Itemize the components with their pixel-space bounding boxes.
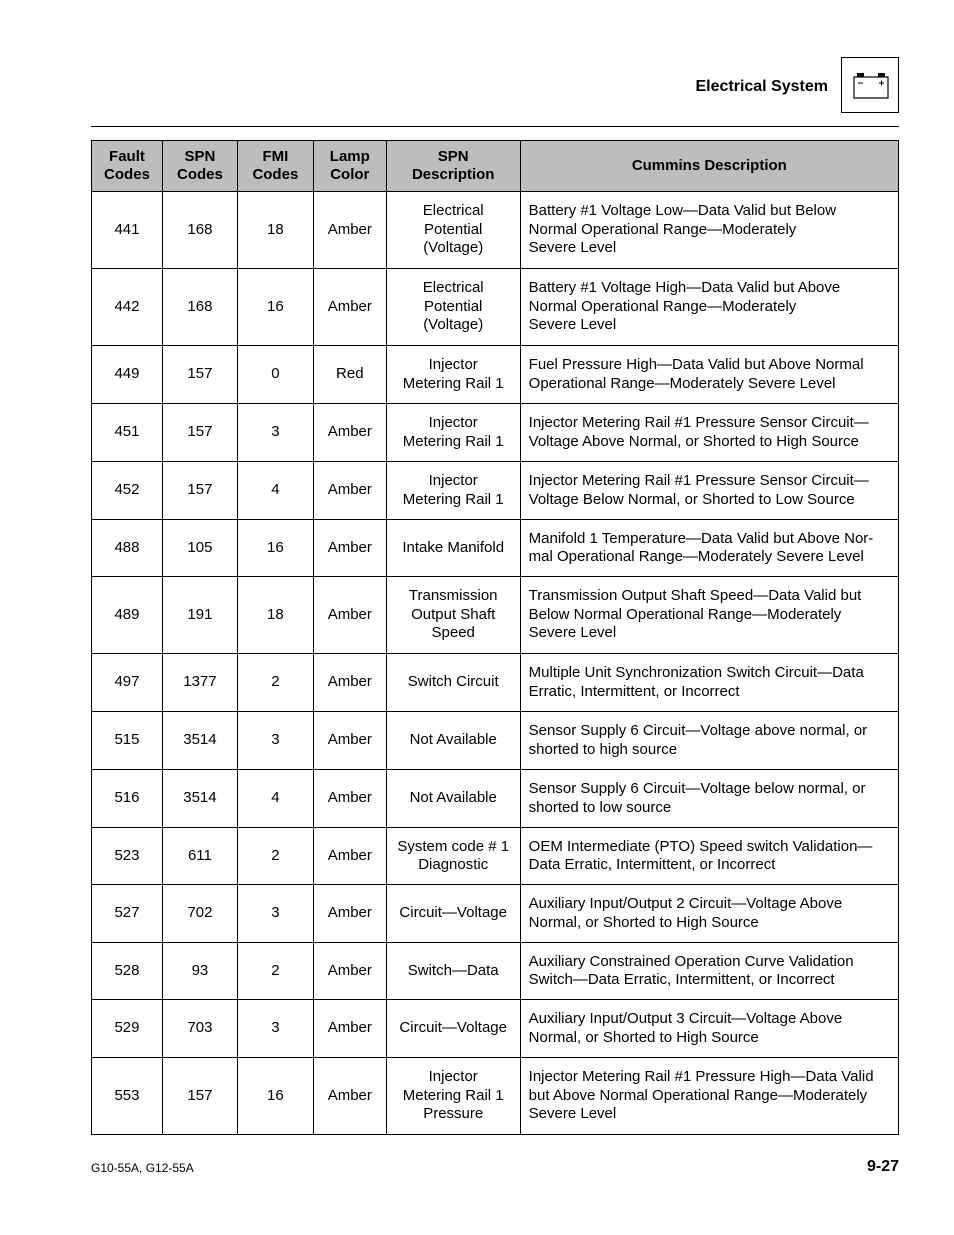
cummins-description-cell: Fuel Pressure High—Data Valid but Above Normal Operational Range—Moderately Severe Level [520, 346, 898, 404]
lamp-color-cell: Amber [313, 1058, 386, 1135]
fmi-code-cell: 2 [237, 943, 313, 1000]
fmi-code-cell: 3 [237, 1000, 313, 1058]
lamp-color-cell: Amber [313, 828, 386, 885]
table-row [92, 269, 899, 346]
spn-description-cell: Switch Circuit [386, 654, 520, 712]
lamp-color-cell: Amber [313, 943, 386, 1000]
lamp-color-cell: Amber [313, 462, 386, 520]
lamp-color-cell: Amber [313, 269, 386, 346]
column-header-fmi-codes: FMI Codes [237, 141, 313, 192]
fmi-code-cell: 16 [237, 520, 313, 577]
table-row [92, 712, 899, 770]
spn-code-cell: 105 [162, 520, 237, 577]
table-row [92, 520, 899, 577]
column-header-lamp-color: Lamp Color [313, 141, 386, 192]
spn-code-cell: 168 [162, 192, 237, 269]
fault-code-cell: 497 [92, 654, 163, 712]
fault-code-cell: 528 [92, 943, 163, 1000]
spn-code-cell: 3514 [162, 770, 237, 828]
cummins-description-cell: Injector Metering Rail #1 Pressure Sensor Circuit— Voltage Below Normal, or Shorted to Low Source [520, 462, 898, 520]
cummins-description-cell: Battery #1 Voltage High—Data Valid but Above Normal Operational Range—Moderately Severe Level [520, 269, 898, 346]
fmi-code-cell: 4 [237, 770, 313, 828]
spn-code-cell: 703 [162, 1000, 237, 1058]
spn-description-cell: Intake Manifold [386, 520, 520, 577]
table-row [92, 192, 899, 269]
spn-description-cell: System code # 1 Diagnostic [386, 828, 520, 885]
cummins-description-cell: Auxiliary Constrained Operation Curve Validation Switch—Data Erratic, Intermittent, or Incorrect [520, 943, 898, 1000]
spn-description-cell: Circuit—Voltage [386, 885, 520, 943]
page-number: 9-27 [866, 1158, 899, 1175]
spn-description-cell: Injector Metering Rail 1 Pressure [386, 1058, 520, 1135]
table-row [92, 346, 899, 404]
spn-description-cell: Electrical Potential (Voltage) [386, 269, 520, 346]
cummins-description-cell: Injector Metering Rail #1 Pressure Sensor Circuit— Voltage Above Normal, or Shorted to High Source [520, 404, 898, 462]
section-title: Electrical System [695, 78, 828, 95]
cummins-description-cell: Manifold 1 Temperature—Data Valid but Above Nor- mal Operational Range—Moderately Severe Level [520, 520, 898, 577]
table-row [92, 1000, 899, 1058]
fault-code-table [91, 140, 899, 1135]
spn-description-cell: Transmission Output Shaft Speed [386, 577, 520, 654]
lamp-color-cell: Amber [313, 577, 386, 654]
fmi-code-cell: 3 [237, 885, 313, 943]
fault-code-cell: 529 [92, 1000, 163, 1058]
fault-code-cell: 451 [92, 404, 163, 462]
lamp-color-cell: Amber [313, 192, 386, 269]
column-header-spn-codes: SPN Codes [162, 141, 237, 192]
spn-code-cell: 93 [162, 943, 237, 1000]
lamp-color-cell: Amber [313, 404, 386, 462]
spn-code-cell: 3514 [162, 712, 237, 770]
fmi-code-cell: 0 [237, 346, 313, 404]
table-row [92, 943, 899, 1000]
spn-description-cell: Not Available [386, 770, 520, 828]
spn-code-cell: 702 [162, 885, 237, 943]
table-row [92, 404, 899, 462]
fmi-code-cell: 2 [237, 828, 313, 885]
cummins-description-cell: Battery #1 Voltage Low—Data Valid but Below Normal Operational Range—Moderately Severe Level [520, 192, 898, 269]
table-row [92, 654, 899, 712]
fmi-code-cell: 3 [237, 712, 313, 770]
cummins-description-cell: Multiple Unit Synchronization Switch Circuit—Data Erratic, Intermittent, or Incorrect [520, 654, 898, 712]
header-divider [91, 126, 899, 127]
spn-description-cell: Injector Metering Rail 1 [386, 462, 520, 520]
spn-code-cell: 157 [162, 346, 237, 404]
fault-code-cell: 449 [92, 346, 163, 404]
table-row [92, 770, 899, 828]
fault-code-cell: 516 [92, 770, 163, 828]
column-header-spn-description: SPN Description [386, 141, 520, 192]
spn-description-cell: Not Available [386, 712, 520, 770]
fault-code-cell: 489 [92, 577, 163, 654]
spn-code-cell: 168 [162, 269, 237, 346]
column-header-cummins-description: Cummins Description [520, 141, 898, 192]
fault-code-cell: 441 [92, 192, 163, 269]
fault-code-cell: 553 [92, 1058, 163, 1135]
spn-code-cell: 157 [162, 462, 237, 520]
table-header-row [92, 141, 899, 192]
table-row [92, 828, 899, 885]
spn-code-cell: 611 [162, 828, 237, 885]
cummins-description-cell: Injector Metering Rail #1 Pressure High—Data Valid but Above Normal Operational Range—Moderately Severe Level [520, 1058, 898, 1135]
cummins-description-cell: Auxiliary Input/Output 3 Circuit—Voltage Above Normal, or Shorted to High Source [520, 1000, 898, 1058]
column-header-fault-codes: Fault Codes [92, 141, 163, 192]
cummins-description-cell: Transmission Output Shaft Speed—Data Valid but Below Normal Operational Range—Moderately Severe Level [520, 577, 898, 654]
cummins-description-cell: Sensor Supply 6 Circuit—Voltage below normal, or shorted to low source [520, 770, 898, 828]
lamp-color-cell: Amber [313, 885, 386, 943]
fmi-code-cell: 18 [237, 577, 313, 654]
fmi-code-cell: 3 [237, 404, 313, 462]
cummins-description-cell: OEM Intermediate (PTO) Speed switch Validation— Data Erratic, Intermittent, or Incorrect [520, 828, 898, 885]
table-row [92, 577, 899, 654]
spn-description-cell: Electrical Potential (Voltage) [386, 192, 520, 269]
table-row [92, 885, 899, 943]
fault-code-cell: 442 [92, 269, 163, 346]
fault-code-cell: 527 [92, 885, 163, 943]
spn-code-cell: 157 [162, 404, 237, 462]
cummins-description-cell: Auxiliary Input/Output 2 Circuit—Voltage Above Normal, or Shorted to High Source [520, 885, 898, 943]
fault-code-cell: 488 [92, 520, 163, 577]
spn-description-cell: Circuit—Voltage [386, 1000, 520, 1058]
spn-code-cell: 157 [162, 1058, 237, 1135]
lamp-color-cell: Amber [313, 770, 386, 828]
table-body [92, 192, 899, 1135]
lamp-color-cell: Red [313, 346, 386, 404]
fault-code-cell: 523 [92, 828, 163, 885]
fmi-code-cell: 16 [237, 269, 313, 346]
lamp-color-cell: Amber [313, 712, 386, 770]
spn-description-cell: Switch—Data [386, 943, 520, 1000]
fmi-code-cell: 4 [237, 462, 313, 520]
fmi-code-cell: 18 [237, 192, 313, 269]
cummins-description-cell: Sensor Supply 6 Circuit—Voltage above normal, or shorted to high source [520, 712, 898, 770]
lamp-color-cell: Amber [313, 1000, 386, 1058]
table-row [92, 462, 899, 520]
table-row [92, 1058, 899, 1135]
spn-description-cell: Injector Metering Rail 1 [386, 346, 520, 404]
fmi-code-cell: 2 [237, 654, 313, 712]
footer-models: G10-55A, G12-55A [91, 1161, 194, 1175]
fmi-code-cell: 16 [237, 1058, 313, 1135]
fault-code-cell: 452 [92, 462, 163, 520]
spn-description-cell: Injector Metering Rail 1 [386, 404, 520, 462]
fault-code-cell: 515 [92, 712, 163, 770]
lamp-color-cell: Amber [313, 520, 386, 577]
battery-icon [841, 57, 899, 113]
spn-code-cell: 1377 [162, 654, 237, 712]
lamp-color-cell: Amber [313, 654, 386, 712]
spn-code-cell: 191 [162, 577, 237, 654]
